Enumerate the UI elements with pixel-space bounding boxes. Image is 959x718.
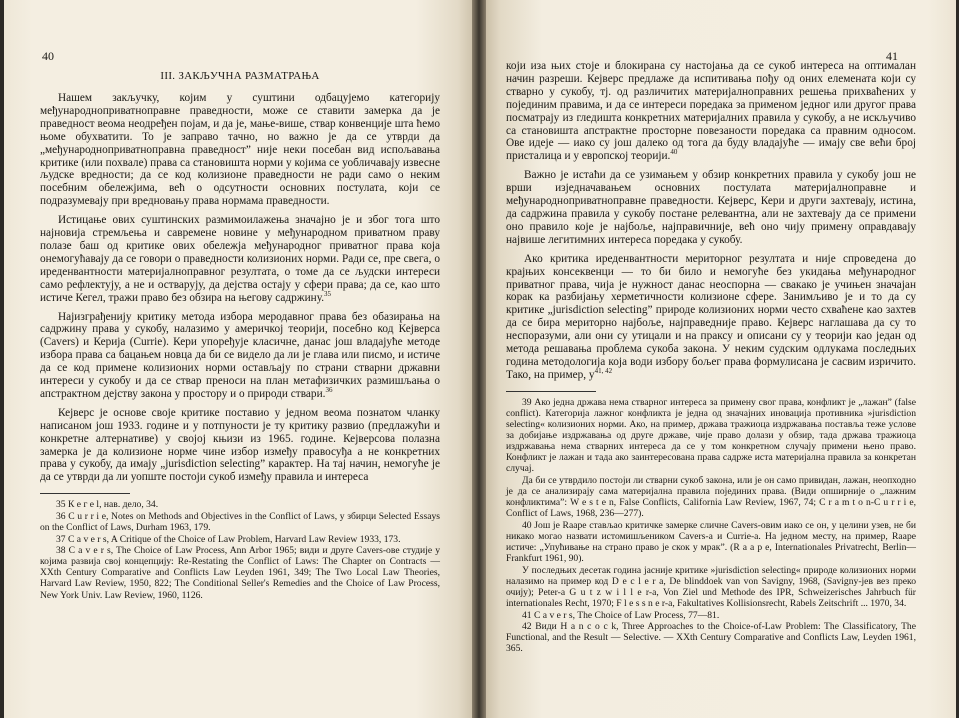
paragraph: који иза њих стоје и блокирана су настојања да се сукоб интереса на оптималан начин разреши. Кејверс предлаже да испитивања пођу од оних елемената који су стварно у сукобу, тј. од различитих материјалноправних решења прихваћених у појединим правима, и да се интереси поредака за применом једног или другог права посматрају из гледишта конкретних материјалних правила у сукобу, а не искључиво са становишта апстрактне просторне повезаности поредака са правним односом. Ове идеје — иако су још далеко од тога да буду владајуће — имају све већи број присталица и у европској теорији.$^{40}$ (506, 60, 916, 163)
footnote: 42 Види H a n c o c k, Three Approaches to the Choice-of-Law Problem: The Classificatory, The Functional, and the Result — Selective. — XXth Century Comparative and Conflicts Law, Leyden 1961, 365. (506, 621, 916, 655)
paragraph: Ако критика иреденвантности мериторног резултата и није спроведена до крајњих консеквенци — то би било и немогуће без укидања међународног приватног права, чија је нужност данас неоспорна — свакако је учињен значајан корак ка разбијању херметичности колизионе сфере. Занимљиво је и то да су критике „jurisdiction selecting” природе колизионих норми често схваћене као захтев да се бира мериторно најбоље, најправедније право. Кејверс наглашава да су то неспоразуми, али они су утицали и на праксу и описани су у теорији као један од метода решавања проблема сукоба закона. У неким судским одлукама последњих година методологија која води избору бољег права формулисана је сасвим изричито. Тако, на пример, $у^{41, 42}$ (506, 252, 916, 381)
footnote-ref: 40 (670, 148, 678, 157)
footnote: 35 К е г е l, нав. дело, 34. (56, 499, 159, 511)
right-page (486, 0, 956, 718)
paragraph: Најизграђенију критику метода избора меродавног права без обазирања на садржину права у сукобу, налазимо у америчкој теорији, посебно код Кејверса (Cavers) и Керија (Currie). Кери упоређује класичне, данас још владајуће методе избора права са бацањем новца да би се видело да ли је глава или писмо, и истиче да се код примене колизионих норми остављају по страни стварни државни интереси у сукобу и да се ствар преноси на план метафизичких размишљања о апстрактном дејству закона у простору и о природи ствари.$^{36}$ (40, 310, 440, 400)
footnote: 38 C a v e r s, The Choice of Law Process, Ann Arbor 1965; види и друге Cavers-ове студије у којима развија свој концепцију: Re-Restating the Conflict of Laws: The Chapter on Contracts — XXth Century Comparative and Conflicts Law Leyden 1961, 349; The Two Local Law Theories, Harvard Law Review, 1950, 822; The Conditional Seller's Remedies and the Choice of Law Process, New York Univ. Law Review, 1960, 1126. (40, 545, 440, 601)
footnote: Да би се утврдило постоји ли стварни сукоб закона, или је он само привидан, лажан, неопходно је да се анализирају сама материјална правила појединих права. (Види опширније о „лажним конфликтима”: W e s t e n, False Conflicts, California Law Review, 1967, 74; C r a m t o n-C u r r i e, Conflict of Laws, 1968, 236—277). (506, 474, 916, 520)
footnote-ref: 35 (324, 289, 332, 298)
page-number: 40 (42, 49, 54, 63)
paragraph: Истицање ових суштинских размимоилажења значајно је и због тога што најновија стремљења и савремене новине у међународном приватном праву полазе баш од критике ових обележја међународног приватног права која онемогућавају да се говори о праведности колизионих норми. Ради се, пре свега, о иреденвантности материјалноправног резултата, о томе да се људски интереси само рефлектују, а не и остварују, да дејства остају у сфери права; да се, као што истиче Кегел, тражи право без обзира на његову садржину.$^{35}$ (40, 214, 440, 304)
right-footnotes (506, 397, 916, 655)
footnote: 37 C a v e r s, A Critique of the Choice of Law Problem, Harvard Law Review 1933, 173. (56, 533, 401, 545)
paragraph: Кејверс је основе своје критике поставио у једном веома познатом чланку написаном још 1933. године и у потпуности је ту критику развио (предлажући и конкретне алтернативе) у својој књизи из 1965. године. Кејверсова полазна замерка је да колизионе норме чине избор између правосуђа а не конкретних права у сукобу, да имају „jurisdiction selecting” карактер. На тај начин, немогуће је да се утврди да ли уопште постоји сукоб између правила и интереса (40, 406, 440, 484)
footnote-divider (40, 493, 130, 494)
footnote: 40 Још је Raape стављао критичке замерке сличне Cavers-овим иако се он, у целини узев, не би никако могао назвати истомишљеником Cavers-а и Currie-а. На једном месту, на пример, Raape истиче: „Упућивање на страно право је скок у мрак”. (R a a p e, Internationales Privatrecht, Berlin—Frankfurt 1961, 90). (506, 519, 916, 565)
footnote-ref: 36 (325, 386, 333, 395)
paragraph: Нашем закључку, којим у суштини одбацујемо категорију међународноприватноправне праведности, може се ставити замерка да је праведност веома неодређен појам, и да је, мање-више, ствар конвенције шта ћемо њоме обухватити. То је заправо тачно, но важно је да се утврди да „међународноприватноправна праведност” није неки посебан вид испољавања критике (или похвале) права са становишта норми у којима се уобличавају извесне људске вредности; да се код колизионе праведности не ради само о неким посебним обележјима, већ о одсутности основних постулата, који се подразумевају при вредновању права нормама праведности. (40, 92, 440, 208)
footnote: У последњих десетак година јасније критике »jurisdiction selecting« природе колизионих норми налазимо на пример код D e c l e r a, De blinddoek van von Savigny, 1968, (Savigny-јев вез преко очију); Peter-а G u t z w i l l e r-а, Von Ziel und Methode des IPR, Schweizerisches Jahrbuch für internationales Recht, 1970; F l e s s n e r-а, Fakultatives Kollisionsrecht, Rabels Zeitschrift ... 1970, 34. (506, 564, 916, 609)
left-footnotes (40, 499, 440, 600)
footnote: 41 C a v e r s, The Choice of Law Process, 77—81. (522, 609, 720, 621)
paragraph: Важно је истаћи да се узимањем у обзир конкретних правила у сукобу још не врши изједначавањем основних постулата материјалноправне и међународноприватноправне праведности. Кејверс, Кери и други захтевају, истина, да садржина правила у сукобу постане релевантна, али не захтевају да се примени оно правило које је најбоље, најправичније, већ оно чију примену оправдавају највише легитимних интереса поредака у сукобу. (506, 169, 916, 246)
right-body-text (506, 60, 916, 382)
right-page-content (506, 60, 916, 654)
footnote-ref: 41, 42 (594, 367, 613, 376)
footnote-divider (506, 391, 596, 392)
left-body-text (40, 92, 440, 484)
footnote: 36 C u r r i e, Notes on Methods and Objectives in the Conflict of Laws, у збирци Selected Essays on the Conflict of Laws, Durham 1963, 179. (40, 510, 440, 533)
book-gutter (472, 0, 486, 718)
left-page-content (40, 70, 440, 601)
section-title: III. ЗАКЉУЧНА РАЗМАТРАЊА (160, 70, 320, 82)
footnote: 39 Ако једна држава нема стварног интереса за примену свог права, конфликт је „лажан” (false conflict). Категорија лажног конфликта је једна од значајних иновација противника »jurisdiction selecting« колизионих норми. Ако, на пример, држава тражиоца издржавања поставља теже услове за добијање издржавања од друге државе, чије право долази у обзир, тада држава тражиоца издржавања нема стварних интереса да се у том конкретном случају примени њено право. Конфликт је лажан и тада ако заинтересована права садрже иста материјална правила за конкретан случај. (506, 396, 916, 475)
page-number: 41 (886, 49, 898, 63)
left-page (4, 0, 472, 718)
